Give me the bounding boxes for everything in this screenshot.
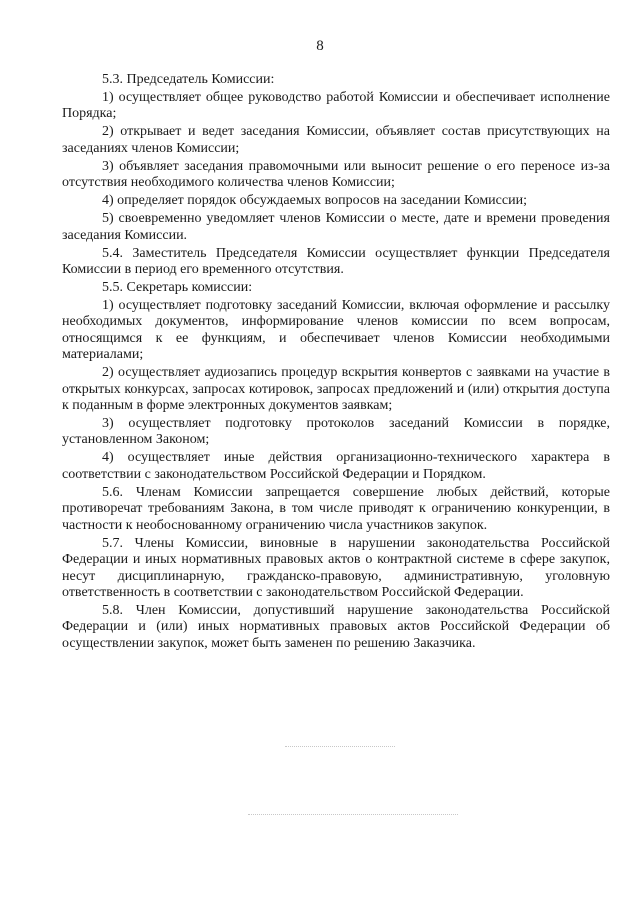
clause-5-6: 5.6. Членам Комиссии запрещается совершение любых действий, которые противоречат требованиям Закона, в том числе приводят к ограничению конкуренции, в частности к необоснованному ограничению числа участников закупок.	[62, 484, 610, 533]
clause-5-8: 5.8. Член Комиссии, допустивший нарушение законодательства Российской Федерации и (или) иных нормативных правовых актов Российской Федерации об осуществлении закупок, может быть заменен по решению Заказчика.	[62, 602, 610, 651]
clause-5-3-item-2: 2) открывает и ведет заседания Комиссии, объявляет состав присутствующих на заседаниях членов Комиссии;	[62, 124, 610, 156]
clause-5-3-heading: 5.3. Председатель Комиссии:	[102, 72, 275, 87]
document-body	[62, 72, 610, 654]
clause-5-3-item-4: 4) определяет порядок обсуждаемых вопросов на заседании Комиссии;	[102, 193, 527, 209]
clause-5-5-heading: 5.5. Секретарь комиссии:	[102, 280, 253, 296]
clause-5-5-item-2: 2) осуществляет аудиозапись процедур вскрытия конвертов с заявками на участие в открытых конкурсах, запросах котировок, запросах предложений и (или) открытия доступа к поданным в форме электронных документов заявкам;	[62, 365, 610, 414]
clause-5-5-item-1: 1) осуществляет подготовку заседаний Комиссии, включая оформление и рассылку необходимых документов, информирование членов комиссии по всем вопросам, относящимся к ее функциям, и обеспечивает членов Комиссии необходимыми материалами;	[62, 298, 610, 363]
clause-5-3-item-1: 1) осуществляет общее руководство работой Комиссии и обеспечивает исполнение Порядка;	[62, 90, 610, 122]
scan-artifact-line	[248, 814, 458, 816]
clause-5-7: 5.7. Члены Комиссии, виновные в нарушении законодательства Российской Федерации и иных нормативных правовых актов о контрактной системе в сфере закупок, несут дисциплинарную, гражданско-правовую, административную, уголовную ответственность в соответствии с законодательством Российской Федерации.	[62, 535, 610, 600]
clause-5-3-item-3: 3) объявляет заседания правомочными или выносит решение о его переносе из-за отсутствия необходимого количества членов Комиссии;	[62, 158, 610, 191]
clause-5-5-item-4: 4) осуществляет иные действия организационно-технического характера в соответствии с законодательством Российской Федерации и Порядком.	[62, 450, 610, 482]
clause-5-3-item-5: 5) своевременно уведомляет членов Комиссии о месте, дате и времени проведения заседания Комиссии.	[62, 211, 610, 243]
scan-artifact-line	[285, 746, 395, 748]
clause-5-4: 5.4. Заместитель Председателя Комиссии осуществляет функции Председателя Комиссии в период его временного отсутствия.	[62, 245, 610, 278]
clause-5-5-item-3: 3) осуществляет подготовку протоколов заседаний Комиссии в порядке, установленном Законом;	[62, 416, 610, 448]
page-number: 8	[316, 38, 324, 54]
